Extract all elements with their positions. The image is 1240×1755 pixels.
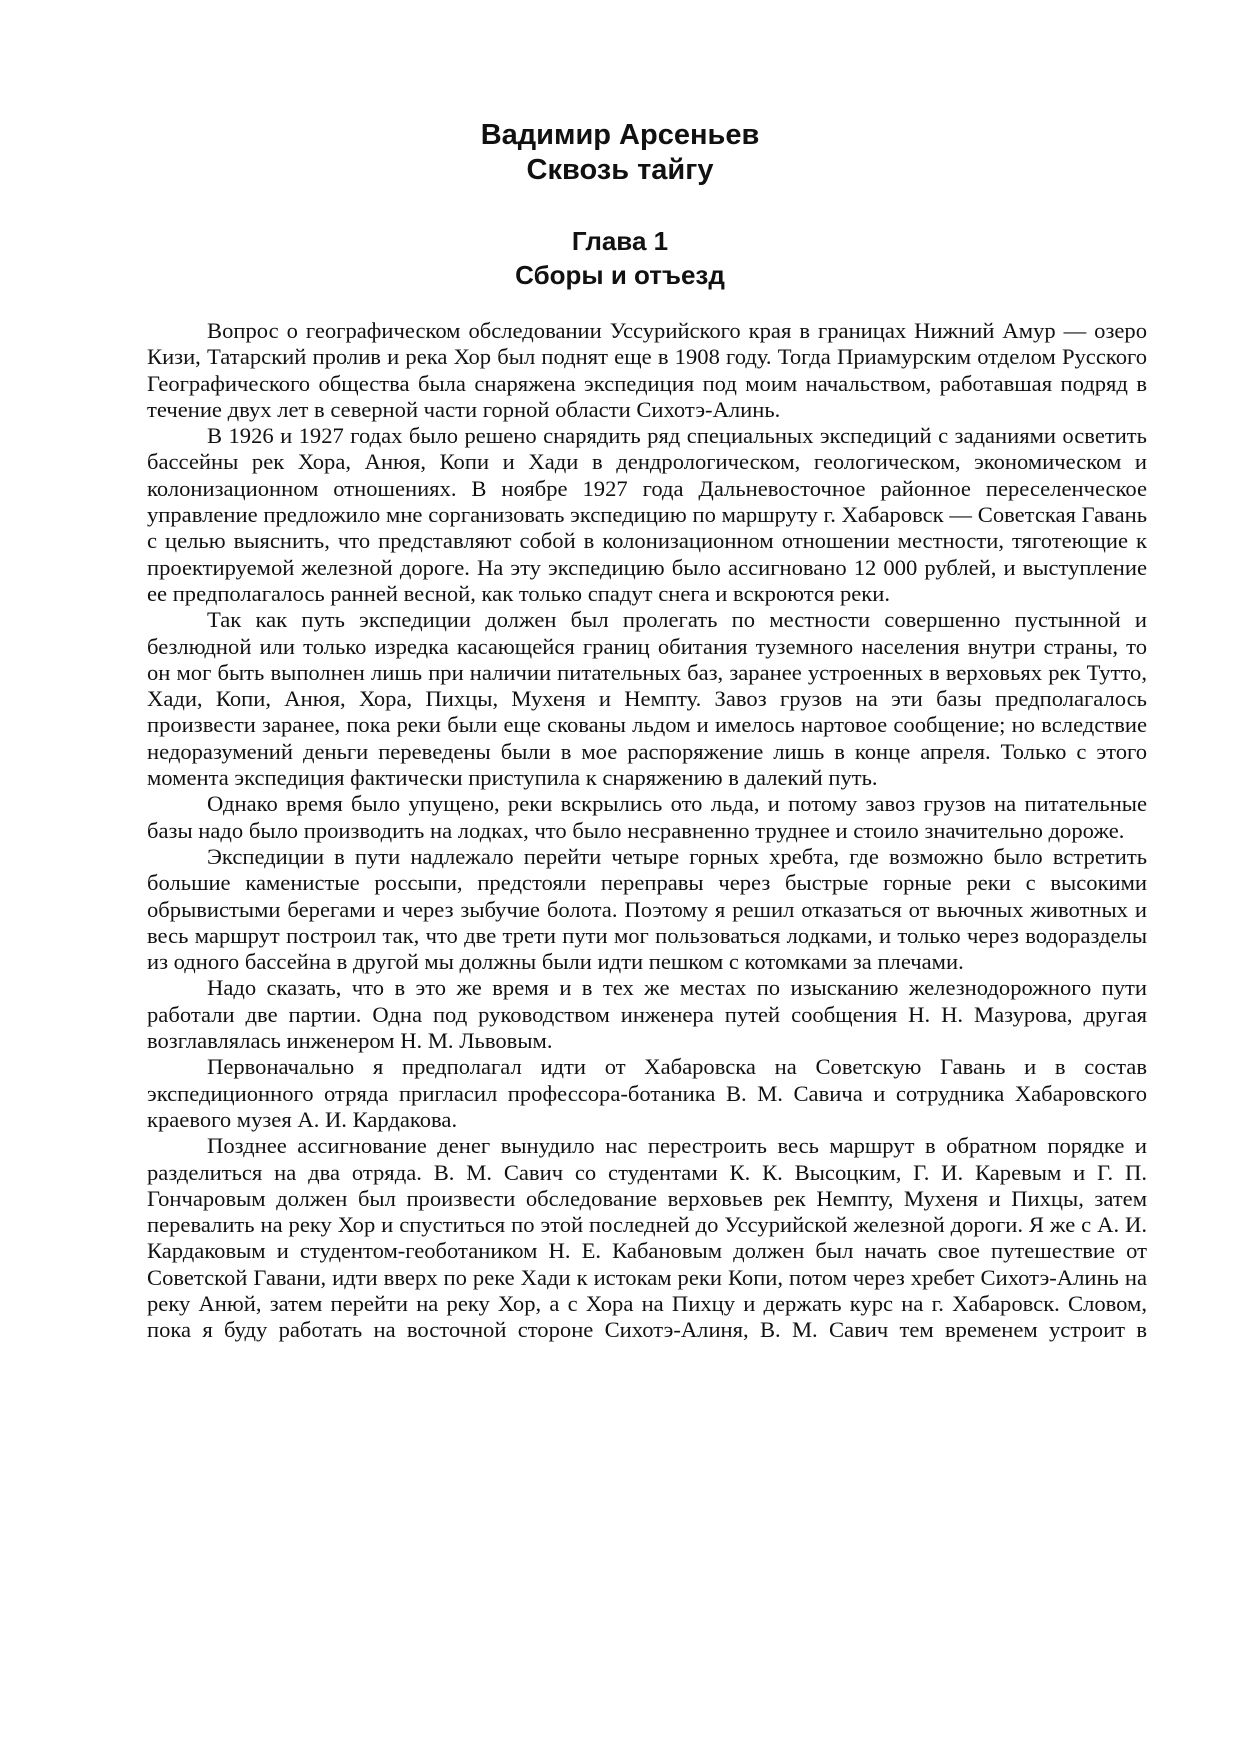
paragraph: Первоначально я предполагал идти от Хабаровска на Советскую Гавань и в состав экспедиционного отряда пригласил профессора-ботаника В. М. Савича и сотрудника Хабаровского краевого музея А. И. Кардакова. [147,1054,1147,1132]
paragraph: Позднее ассигнование денег вынудило нас перестроить весь маршрут в обратном порядке и разделиться на два отряда. В. М. Савич со студентами К. К. Высоцким, Г. И. Каревым и Г. П. Гончаровым должен был произвести обследование верховьев рек Немпту, Мухеня и Пихцы, затем перевалить на реку Хор и спуститься по этой последней до Уссурийской железной дороги. Я же с А. И. Кардаковым и студентом-геоботаником Н. Е. Кабановым должен был начать свое путешествие от Советской Гавани, идти вверх по реке Хади к истокам реки Копи, потом через хребет Сихотэ-Алинь на реку Анюй, затем перейти на реку Хор, а с Хора на Пихцу и держать курс на г. Хабаровск. Словом, пока я буду работать на восточной стороне Сихотэ-Алиня, В. М. Савич тем временем устроит в [147,1133,1147,1343]
paragraph: Экспедиции в пути надлежало перейти четыре горных хребта, где возможно было встретить большие каменистые россыпи, предстояли переправы через быстрые горные реки с высокими обрывистыми берегами и через зыбучие болота. Поэтому я решил отказаться от вьючных животных и весь маршрут построил так, что две трети пути мог пользоваться лодками, и только через водоразделы из одного бассейна в другой мы должны были идти пешком с котомками за плечами. [147,843,1147,975]
paragraph: Вопрос о географическом обследовании Уссурийского края в границах Нижний Амур — озеро Кизи, Татарский пролив и река Хор был поднят еще в 1908 году. Тогда Приамурским отделом Русского Географического общества была снаряжена экспедиция под моим начальством, работавшая подряд в течение двух лет в северной части горной области Сихотэ-Алинь. [147,318,1147,422]
paragraph: Однако время было упущено, реки вскрылись ото льда, и потому завоз грузов на питательные базы надо было производить на лодках, что было несравненно труднее и стоило значительно дороже. [147,791,1147,843]
author-name: Вадимир Арсеньев [480,119,760,151]
chapter-body [147,318,1147,1344]
paragraph: Так как путь экспедиции должен был пролегать по местности совершенно пустынной и безлюдной или только изредка касающейся границ обитания туземного населения внутри страны, то он мог быть выполнен лишь при наличии питательных баз, заранее устроенных в верховьях рек Тутто, Хади, Копи, Анюя, Хора, Пихцы, Мухеня и Немпту. Завоз грузов на эти базы предполагалось произвести заранее, пока реки были еще скованы льдом и имелось нартовое сообщение; но вследствие недоразумений деньги переведены были в мое распоряжение лишь в конце апреля. Только с этого момента экспедиция фактически приступила к снаряжению в далекий путь. [147,607,1147,791]
paragraph: Надо сказать, что в это же время и в тех же местах по изысканию железнодорожного пути работали две партии. Одна под руководством инженера путей сообщения Н. Н. Мазурова, другая возглавлялась инженером Н. М. Львовым. [147,975,1147,1054]
chapter-heading [0,224,1240,292]
chapter-title: Сборы и отъезд [515,260,725,290]
book-header [0,118,1240,188]
book-title: Сквозь тайгу [526,154,714,186]
chapter-number: Глава 1 [571,226,669,256]
paragraph: В 1926 и 1927 годах было решено снарядить ряд специальных экспедиций с заданиями осветить бассейны рек Хора, Анюя, Копи и Хади в дендрологическом, геологическом, экономическом и колонизационном отношениях. В ноябре 1927 года Дальневосточное районное переселенческое управление предложило мне сорганизовать экспедицию по маршруту г. Хабаровск — Советская Гавань с целью выяснить, что представляют собой в колонизационном отношении местности, тяготеющие к проектируемой железной дороге. На эту экспедицию было ассигновано 12 000 рублей, и выступление ее предполагалось ранней весной, как только спадут снега и вскроются реки. [147,423,1147,606]
